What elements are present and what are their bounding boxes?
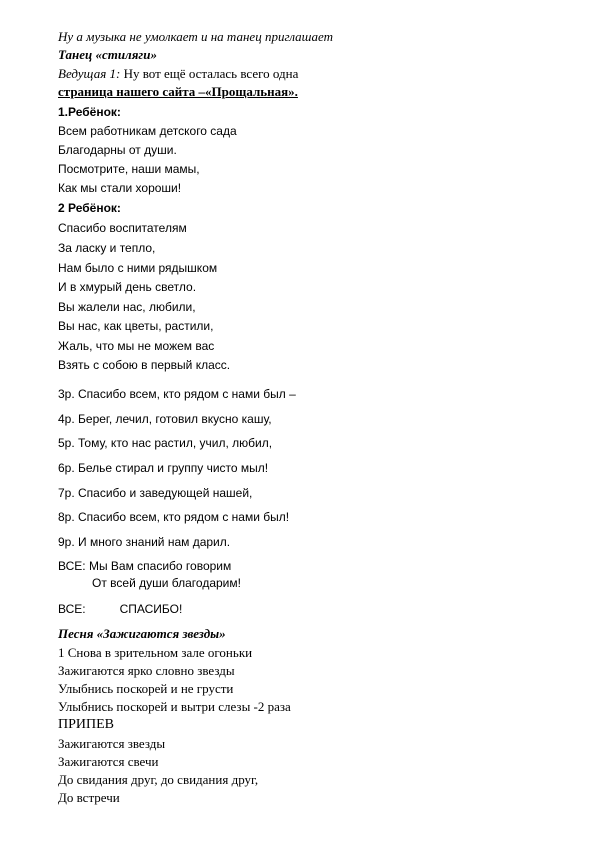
song-title: Песня «Зажигаются звезды»: [58, 626, 226, 641]
verse-line: Спасибо воспитателям: [58, 221, 187, 235]
child4-line: 4р. Берег, лечил, готовил вкусно кашу,: [58, 412, 272, 426]
host-label: Ведущая 1:: [58, 66, 121, 81]
verse-line: Нам было с ними рядышком: [58, 261, 218, 275]
child2-label: 2 Ребёнок:: [58, 201, 121, 215]
verse-line: За ласку и тепло,: [58, 241, 156, 255]
verse-line: Благодарны от души.: [58, 143, 177, 157]
verse-line: Вы жалели нас, любили,: [58, 300, 196, 314]
thanks-word: СПАСИБО!: [119, 602, 183, 616]
dance-title: Танец «стиляги»: [58, 47, 157, 62]
child9-line: 9р. И много знаний нам дарил.: [58, 535, 231, 549]
all-line-2: От всей души благодарим!: [92, 576, 241, 590]
song-line: Зажигаются ярко словно звезды: [58, 663, 235, 678]
all-label: ВСЕ:: [58, 602, 86, 616]
song-line: Зажигаются свечи: [58, 754, 159, 769]
all-thanks-line: [58, 601, 182, 617]
verse-line: Посмотрите, наши мамы,: [58, 162, 200, 176]
child7-line: 7р. Спасибо и заведующей нашей,: [58, 486, 253, 500]
verse-line: Жаль, что мы не можем вас: [58, 339, 215, 353]
verse-line: Всем работникам детского сада: [58, 124, 237, 138]
song-line: Улыбнись поскорей и вытри слезы -2 раза: [58, 699, 291, 714]
verse-line: Взять с собою в первый класс.: [58, 358, 231, 372]
child5-line: 5р. Тому, кто нас растил, учил, любил,: [58, 436, 273, 450]
host-line: [58, 66, 298, 82]
song-line: Улыбнись поскорей и не грусти: [58, 681, 234, 696]
song-line: До встречи: [58, 790, 120, 805]
verse-line: Вы нас, как цветы, растили,: [58, 319, 214, 333]
child8-line: 8р. Спасибо всем, кто рядом с нами был!: [58, 510, 290, 524]
host-text: Ну вот ещё осталась всего одна: [120, 66, 299, 81]
all-line: ВСЕ: Мы Вам спасибо говорим: [58, 559, 232, 573]
page-farewell-line: страница нашего сайта –«Прощальная».: [58, 84, 298, 99]
chorus-label: ПРИПЕВ: [58, 717, 115, 732]
child6-line: 6р. Белье стирал и группу чисто мыл!: [58, 461, 269, 475]
song-line: 1 Снова в зрительном зале огоньки: [58, 645, 253, 660]
child1-label: 1.Ребёнок:: [58, 105, 121, 119]
verse-line: И в хмурый день светло.: [58, 280, 197, 294]
verse-line: Как мы стали хороши!: [58, 181, 182, 195]
child3-line: 3р. Спасибо всем, кто рядом с нами был –: [58, 387, 296, 401]
song-line: Зажигаются звезды: [58, 736, 166, 751]
song-line: До свидания друг, до свидания друг,: [58, 772, 259, 787]
intro-line: Ну а музыка не умолкает и на танец приглашает: [58, 29, 333, 44]
